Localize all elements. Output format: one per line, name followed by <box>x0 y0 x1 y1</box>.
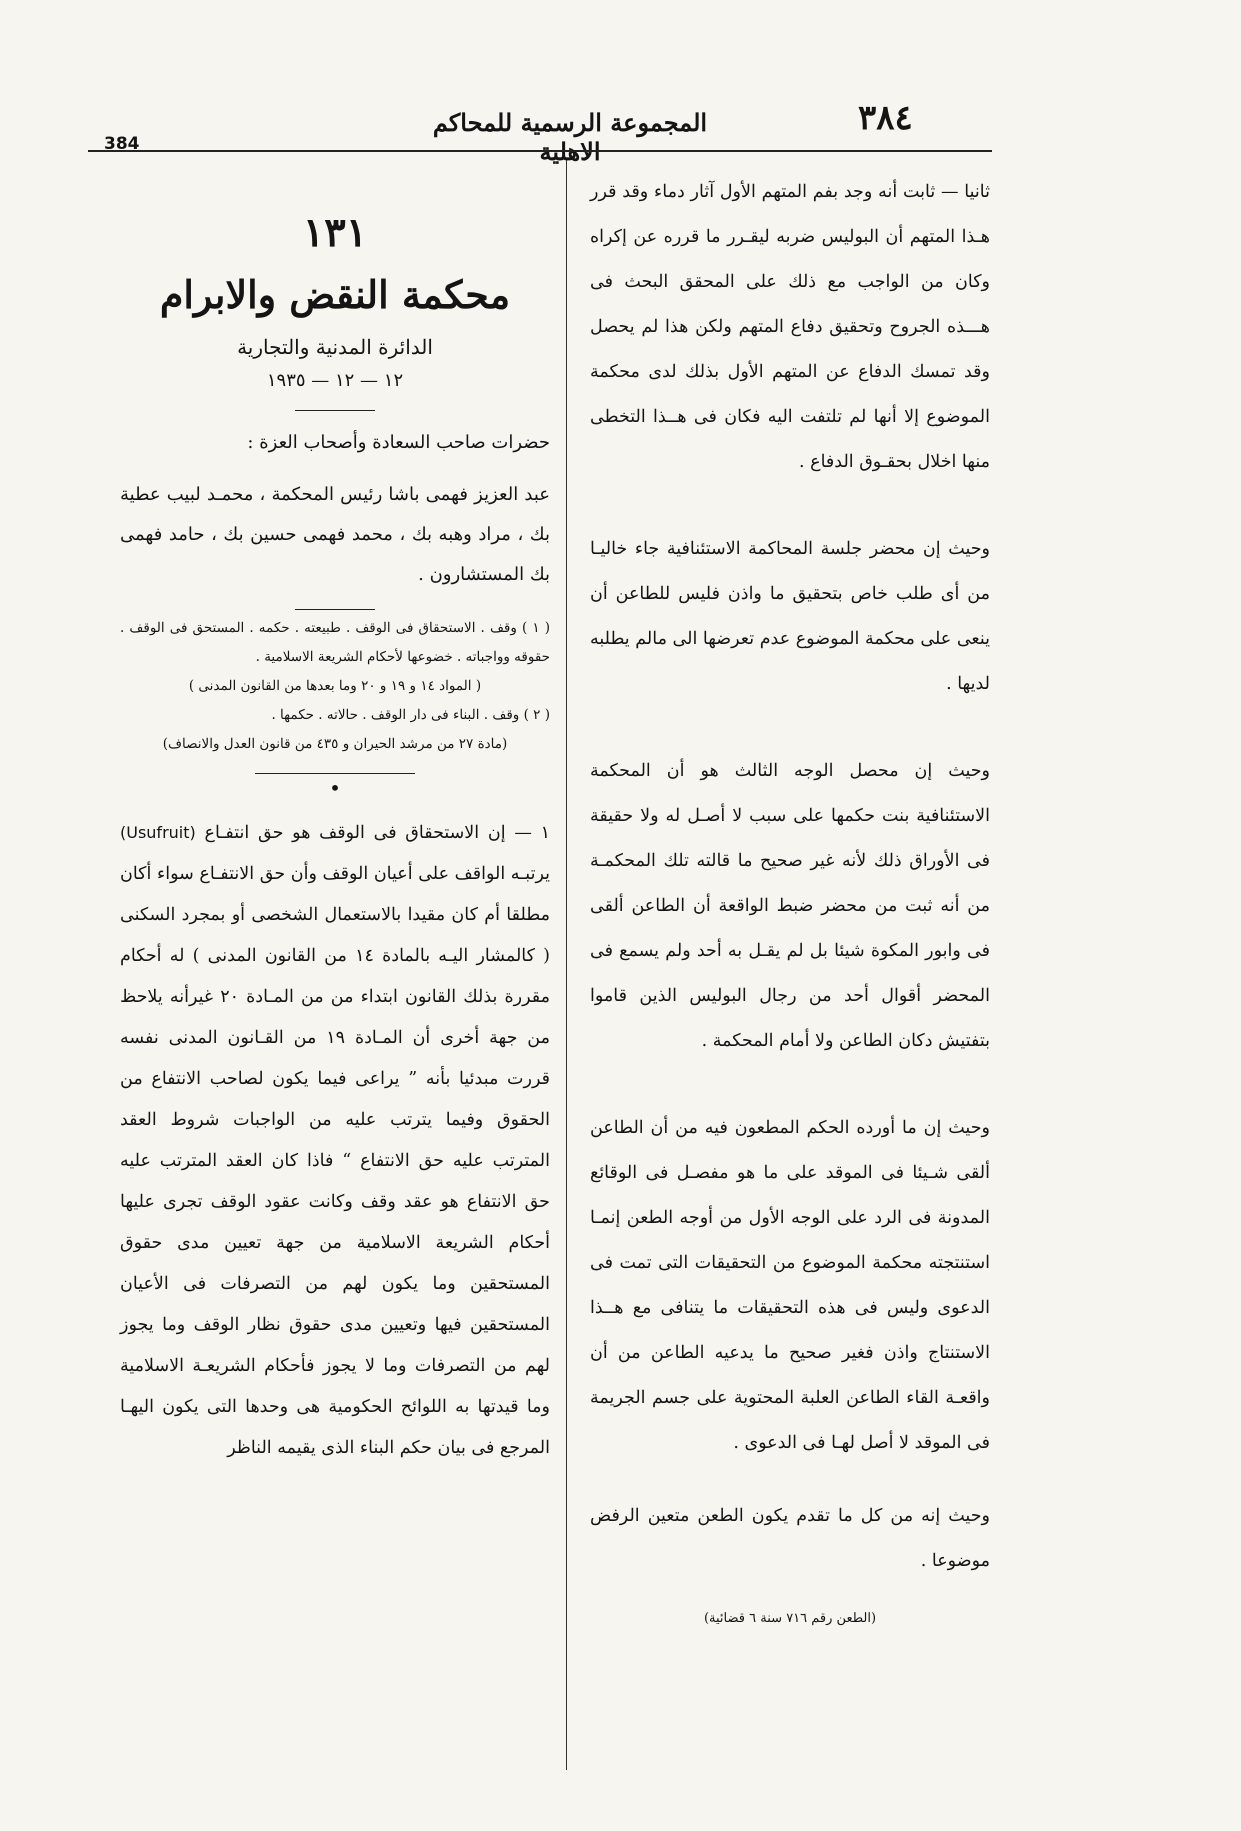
section-rule <box>255 773 415 774</box>
headnote-citation: (مادة ٢٧ من مرشد الحيران و ٤٣٥ من قانون العدل والانصاف) <box>162 736 508 752</box>
section-rule <box>295 410 375 411</box>
header-rule <box>88 150 992 152</box>
court-name: محكمة النقض والابرام <box>159 272 511 317</box>
bench-members: عبد العزيز فهمى باشا رئيس المحكمة ، محمـد لبيب عطية بك ، مراد وهبه بك ، محمد فهمى حسين بك ، حامد فهمى بك المستشارون . <box>120 484 550 585</box>
column-divider <box>566 160 567 1770</box>
paragraph: وحيث إن محصل الوجه الثالث هو أن المحكمة الاستئنافية بنت حكمها على سبب لا أصـل له ولا حقيقة فى الأوراق ذلك لأنه غير صحيح ما قالته تلك المحكمـة من أنه ثبت من محضر ضبط الواقعة أن الطاعن ألقى فى وابور المكوة شيئا بل لم يقـل به أحد ولم يسمع فى المحضر أقوال أحد من رجال البوليس الذين قاموا بتفتيش دكان الطاعن ولا أمام المحكمة . <box>590 761 990 1051</box>
bench-intro: حضرات صاحب السعادة وأصحاب العزة : <box>247 432 550 453</box>
latin-term: (Usufruit) <box>120 823 196 842</box>
ruling-text-part: يرتبـه الواقف على أعيان الوقف وأن حق الانتفـاع سواء أكان مطلقا أم كان مقيدا بالاستعمال الشخصى أو بمجرد السكنى ( كالمشار اليـه بالمادة ١٤ من القانون المدنى ) له أحكام مقررة بذلك القانون ابتداء من من المـادة ٢٠ غيرأنه يلاحظ من جهة أخرى أن المـادة ١٩ من القـانون المدنى نفسه قررت مبدئيا بأنه ” يراعى فيما يكون لصاحب الانتفاع من الحقوق وفيما يترتب عليه من الواجبات شروط العقد المترتب عليه حق الانتفاع “ فاذا كان العقد المترتب عليه حق الانتفاع هو عقد وقف وكانت عقود الوقف تجرى عليها أحكام الشريعة الاسلامية من جهة تعيين مدى حقوق المستحقين وما يكون لهم من التصرفات فى الأعيان المستحقين فيها وتعيين مدى حقوق نظار الوقف وما يجوز لهم من التصرفات وما لا يجوز فأحكام الشريعـة الاسلامية وما قيدتها به اللوائح الحكومية هى وحدها التى يكون اليهـا المرجع فى بيان حكم البناء الذى يقيمه الناظر <box>120 864 550 1458</box>
separator-dot: • <box>329 776 341 800</box>
case-number: ١٣١ <box>302 209 368 256</box>
paragraph: وحيث إن ما أورده الحكم المطعون فيه من أن الطاعن ألقى شـيئا فى الموقد على ما هو مفصـل فى الوقائع المدونة فى الرد على الوجه الأول من أوجه الطعن إنمـا استنتجته محكمة الموضوع من التحقيقات التى تمت فى الدعوى وليس فى هذه التحقيقات ما يتنافى مع هــذا الاستنتاج واذن فغير صحيح ما يدعيه الطاعن من أن واقعـة القاء الطاعن العلبة المحتوية على جسم الجريمة فى الموقد لا أصل لهـا فى الدعوى . <box>590 1118 990 1453</box>
ruling-text-part: ١ — إن الاستحقاق فى الوقف هو حق انتفـاع <box>204 823 550 843</box>
journal-title: المجموعة الرسمية للمحاكم الاهلية <box>432 108 708 166</box>
paragraph: وحيث إن محضر جلسة المحاكمة الاستئنافية جاء خاليـا من أى طلب خاص بتحقيق ما واذن فليس للطاعن أن ينعى على محكمة الموضوع عدم تعرضها الى مالم يطلبه لديها . <box>590 539 990 694</box>
paragraph: ثانيا — ثابت أنه وجد بفم المتهم الأول آثار دماء وقد قرر هـذا المتهم أن البوليس ضربه ليقـرر ما قرره عن إكراه وكان من الواجب مع ذلك على المحقق البحث فى هـــذه الجروح وتحقيق دفاع المتهم ولكن هذا لم يحصل وقد تمسك الدفاع عن المتهم الأول بذلك لدى محكمة الموضوع إلا أنها لم تلتفت اليه فكان فى هــذا التخطى منها اخلال بحقـوق الدفاع . <box>590 182 990 472</box>
circuit-name: الدائرة المدنية والتجارية <box>237 335 433 359</box>
right-column <box>590 170 990 1634</box>
headnote: ( ٢ ) وقف . البناء فى دار الوقف . حالاته . حكمها . <box>271 707 550 723</box>
left-column <box>120 190 550 1469</box>
paragraph: وحيث إنه من كل ما تقدم يكون الطعن متعين الرفض موضوعا . <box>590 1506 990 1571</box>
page-number-arabic: ٣٨٤ <box>858 98 913 138</box>
case-reference: (الطعن رقم ٧١٦ سنة ٦ قضائية) <box>703 1611 877 1626</box>
section-rule <box>295 609 375 610</box>
page-number-latin: 384 <box>104 134 140 154</box>
headnote-citation: ( المواد ١٤ و ١٩ و ٢٠ وما بعدها من القانون المدنى ) <box>188 678 482 694</box>
ruling-date: ١٢ — ١٢ — ١٩٣٥ <box>266 370 404 391</box>
headnotes <box>120 614 550 759</box>
ruling-text <box>120 812 550 1469</box>
headnote: ( ١ ) وقف . الاستحقاق فى الوقف . طبيعته . حكمه . المستحق فى الوقف . حقوقه وواجباته . خضوعها لأحكام الشريعة الاسلامية . <box>120 620 550 665</box>
